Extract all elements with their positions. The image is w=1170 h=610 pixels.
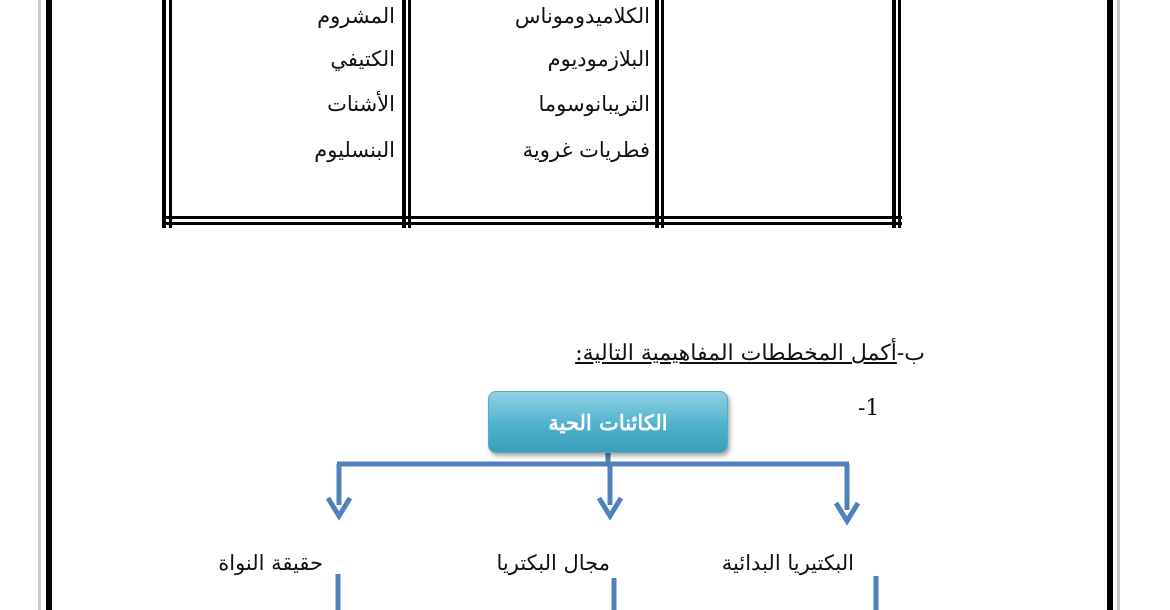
table-cell: البلازموديوم [547,47,650,71]
branch-label-left: حقيقة النواة [218,551,323,575]
branch-label-middle: مجال البكتريا [496,551,610,575]
table-cell: الأشنات [327,92,395,116]
table-cell: التريبانوسوما [538,92,650,116]
table-cell: البنسليوم [314,138,395,162]
heading-prefix: ب- [896,341,925,366]
table-cell: الكلاميدوموناس [514,4,650,28]
heading-text: أكمل المخططات المفاهيمية التالية: [575,341,897,366]
branch-label-right: البكتيريا البدائية [721,551,854,575]
table-cell: المشروم [317,4,395,28]
item-number: -1 [858,396,880,421]
table-cell: فطريات غروية [522,138,650,162]
concept-root-box: الكائنات الحية [488,391,728,453]
table-cell: الكتيفي [330,47,395,71]
